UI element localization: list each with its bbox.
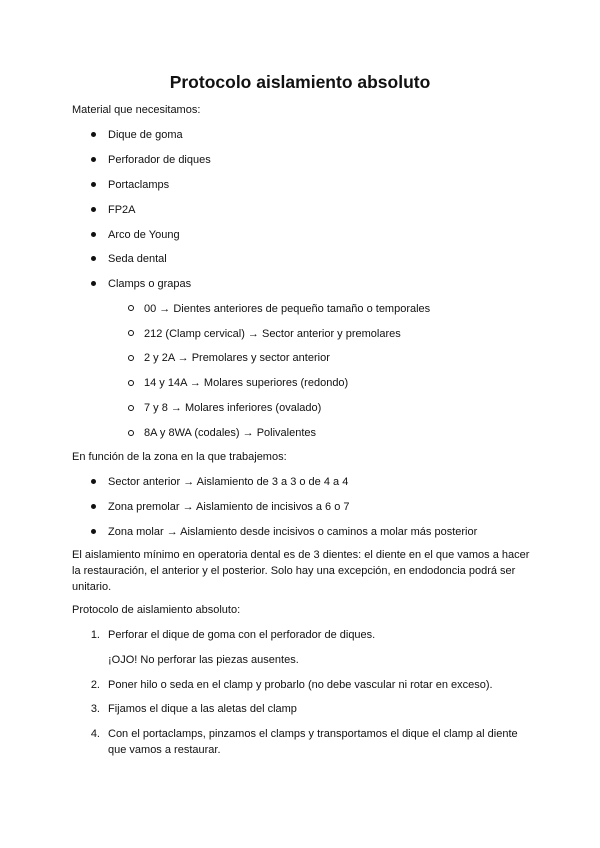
step-text: Perforar el dique de goma con el perforador de diques. — [108, 629, 376, 641]
zona-heading: En función de la zona en la que trabajemos: — [72, 451, 287, 463]
list-item: 00 → Dientes anteriores de pequeño tamaño o temporales — [144, 303, 431, 315]
list-item: Seda dental — [108, 253, 167, 265]
document-title: Protocolo aislamiento absoluto — [169, 72, 431, 92]
list-item: Arco de Young — [108, 229, 180, 241]
bullet-icon — [91, 207, 96, 212]
step-text: Fijamos el dique a las aletas del clamp — [108, 703, 297, 715]
bullet-icon — [91, 281, 96, 286]
list-item: Zona premolar → Aislamiento de incisivos a 6 o 7 — [108, 501, 350, 513]
step-number: 2. — [90, 679, 100, 691]
list-item: Clamps o grapas — [108, 278, 192, 290]
step-note: ¡OJO! No perforar las piezas ausentes. — [108, 654, 299, 666]
list-item: Dique de goma — [108, 129, 183, 141]
bullet-icon — [91, 256, 96, 261]
bullet-icon — [91, 479, 96, 484]
step-number: 3. — [90, 703, 100, 715]
hollow-bullet-icon — [128, 430, 134, 436]
step-text: Con el portaclamps, pinzamos el clamps y transportamos el dique el clamp al diente que vamos a restaurar. — [108, 728, 518, 756]
list-item: Zona molar → Aislamiento desde incisivos o caminos a molar más posterior — [108, 526, 478, 538]
list-item: 8A y 8WA (codales) → Polivalentes — [144, 427, 317, 439]
bullet-icon — [91, 232, 96, 237]
step-number: 4. — [90, 728, 100, 740]
hollow-bullet-icon — [128, 405, 134, 411]
minimo-paragraph: El aislamiento mínimo en operatoria dental es de 3 dientes: el diente en el que vamos a hacer la restauración, el anterior y el posterior. Solo hay una excepción, en endodoncia podrá ser unitario. — [72, 549, 530, 593]
hollow-bullet-icon — [128, 305, 134, 311]
step-text: Poner hilo o seda en el clamp y probarlo (no debe vascular ni rotar en exceso). — [108, 679, 493, 691]
list-item: Portaclamps — [108, 179, 170, 191]
list-item: Sector anterior → Aislamiento de 3 a 3 o de 4 a 4 — [108, 476, 349, 488]
list-item: Perforador de diques — [108, 154, 211, 166]
bullet-icon — [91, 157, 96, 162]
hollow-bullet-icon — [128, 355, 134, 361]
list-item: 14 y 14A → Molares superiores (redondo) — [144, 377, 349, 389]
hollow-bullet-icon — [128, 330, 134, 336]
material-heading: Material que necesitamos: — [72, 104, 201, 116]
bullet-icon — [91, 529, 96, 534]
bullet-icon — [91, 504, 96, 509]
hollow-bullet-icon — [128, 380, 134, 386]
protocolo-heading: Protocolo de aislamiento absoluto: — [72, 604, 241, 616]
step-number: 1. — [90, 629, 100, 641]
list-item: 7 y 8 → Molares inferiores (ovalado) — [144, 402, 322, 414]
list-item: FP2A — [108, 204, 136, 216]
bullet-icon — [91, 132, 96, 137]
list-item: 212 (Clamp cervical) → Sector anterior y premolares — [144, 328, 401, 340]
list-item: 2 y 2A → Premolares y sector anterior — [144, 352, 330, 364]
bullet-icon — [91, 182, 96, 187]
